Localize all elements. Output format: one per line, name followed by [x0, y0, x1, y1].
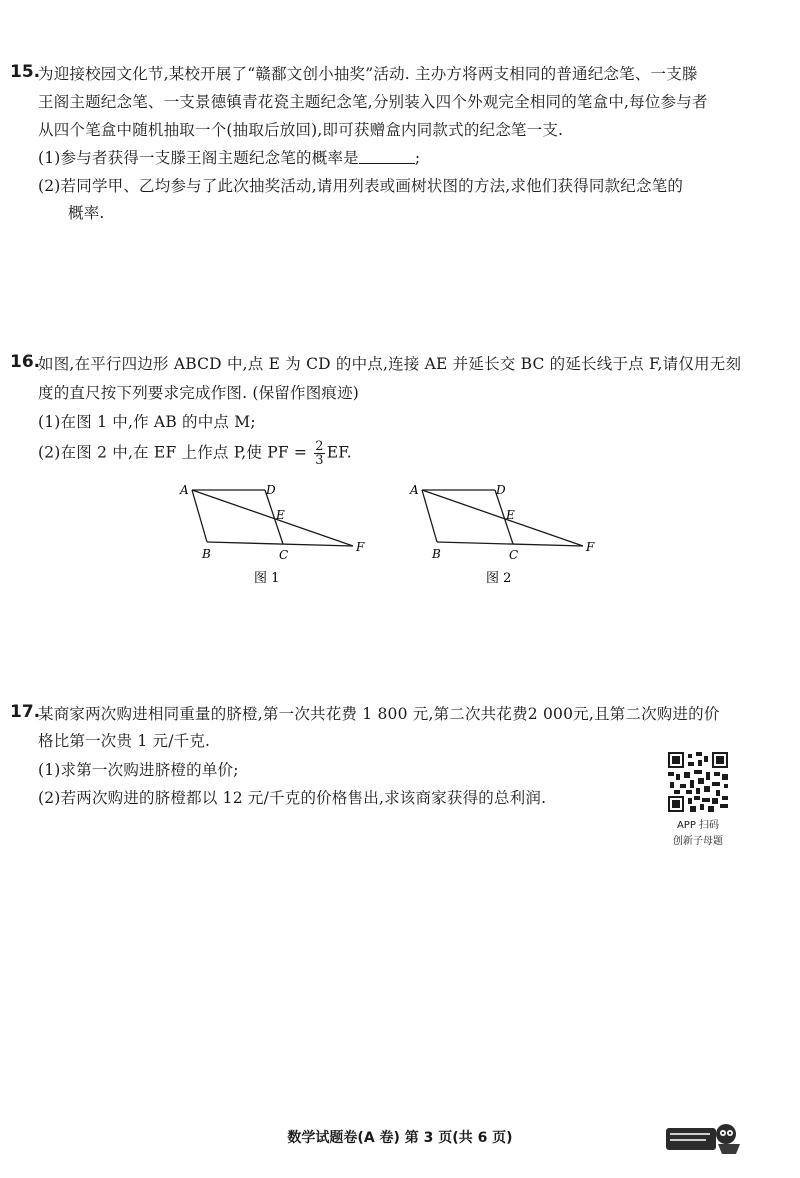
sub-question-1	[38, 146, 420, 168]
segment-ab	[422, 490, 437, 542]
sub-question-2-continued: 概率.	[68, 204, 105, 222]
sub-question-2	[38, 440, 352, 467]
question-text-line-2: 格比第一次贵 1 元/千克.	[38, 732, 211, 750]
publisher-logo-icon	[664, 1118, 746, 1158]
fraction-denominator: 3	[315, 453, 324, 468]
sub-question-1: (1)求第一次购进脐橙的单价;	[38, 761, 239, 779]
figure-1	[170, 478, 370, 593]
label-e: E	[276, 508, 285, 522]
figure-1-caption: 图 1	[254, 571, 280, 586]
segment-bf	[437, 542, 583, 546]
sub-question-2: (2)若两次购进的脐橙都以 12 元/千克的价格售出,求该商家获得的总利润.	[38, 789, 547, 807]
label-c: C	[279, 548, 289, 562]
question-text-line-1: 某商家两次购进相同重量的脐橙,第一次共花费 1 800 元,第二次共花费2 000元,且第二次购进的价	[38, 705, 720, 723]
question-text-line-1: 如图,在平行四边形 ABCD 中,点 E 为 CD 的中点,连接 AE 并延长交 BC 的延长线于点 F,请仅用无刻	[38, 355, 742, 373]
sub-question-2-text: (2)在图 2 中,在 EF 上作点 P,使 PF =	[38, 443, 308, 462]
segment-af	[422, 490, 583, 546]
question-text-line-2: 度的直尺按下列要求完成作图. (保留作图痕迹)	[38, 384, 360, 402]
question-number: 16.	[10, 352, 41, 372]
fraction	[314, 440, 324, 467]
qr-code-icon[interactable]	[668, 752, 728, 812]
segment-bf	[207, 542, 353, 546]
question-text-line-3: 从四个笔盒中随机抽取一个(抽取后放回),即可获赠盒内同款式的纪念笔一支.	[38, 121, 564, 139]
segment-ab	[192, 490, 207, 542]
label-a: A	[410, 483, 419, 497]
label-d: D	[266, 483, 276, 497]
question-text-line-2: 王阁主题纪念笔、一支景德镇青花瓷主题纪念笔,分别装入四个外观完全相同的笔盒中,每位参与者	[38, 93, 708, 111]
sub-question-1-text: (1)参与者获得一支滕王阁主题纪念笔的概率是	[38, 149, 359, 167]
sub-question-1: (1)在图 1 中,作 AB 的中点 M;	[38, 413, 256, 431]
label-f: F	[356, 540, 365, 554]
question-number: 17.	[10, 702, 41, 722]
sub-question-2: (2)若同学甲、乙均参与了此次抽奖活动,请用列表或画树状图的方法,求他们获得同款纪念笔的	[38, 177, 684, 195]
label-e: E	[506, 508, 515, 522]
label-d: D	[496, 483, 506, 497]
figure-1-lines	[192, 490, 353, 546]
question-number: 15.	[10, 62, 41, 82]
fraction-numerator: 2	[315, 439, 324, 454]
page-footer: 数学试题卷(A 卷) 第 3 页(共 6 页)	[287, 1130, 513, 1146]
label-a: A	[180, 483, 189, 497]
figure-2	[400, 478, 600, 593]
answer-blank[interactable]	[359, 149, 415, 164]
label-b: B	[202, 547, 211, 561]
question-text-line-1: 为迎接校园文化节,某校开展了“赣鄱文创小抽奖”活动. 主办方将两支相同的普通纪念笔、一支滕	[38, 65, 698, 83]
figure-2-lines	[422, 490, 583, 546]
qr-caption-2: 创新子母题	[673, 836, 723, 847]
label-f: F	[586, 540, 595, 554]
qr-caption-1: APP 扫码	[676, 820, 720, 831]
label-c: C	[509, 548, 519, 562]
label-b: B	[432, 547, 441, 561]
segment-af	[192, 490, 353, 546]
figure-2-caption: 图 2	[486, 571, 512, 586]
sub-question-2-end: EF.	[326, 443, 352, 462]
sub-question-1-end: ;	[414, 149, 421, 167]
